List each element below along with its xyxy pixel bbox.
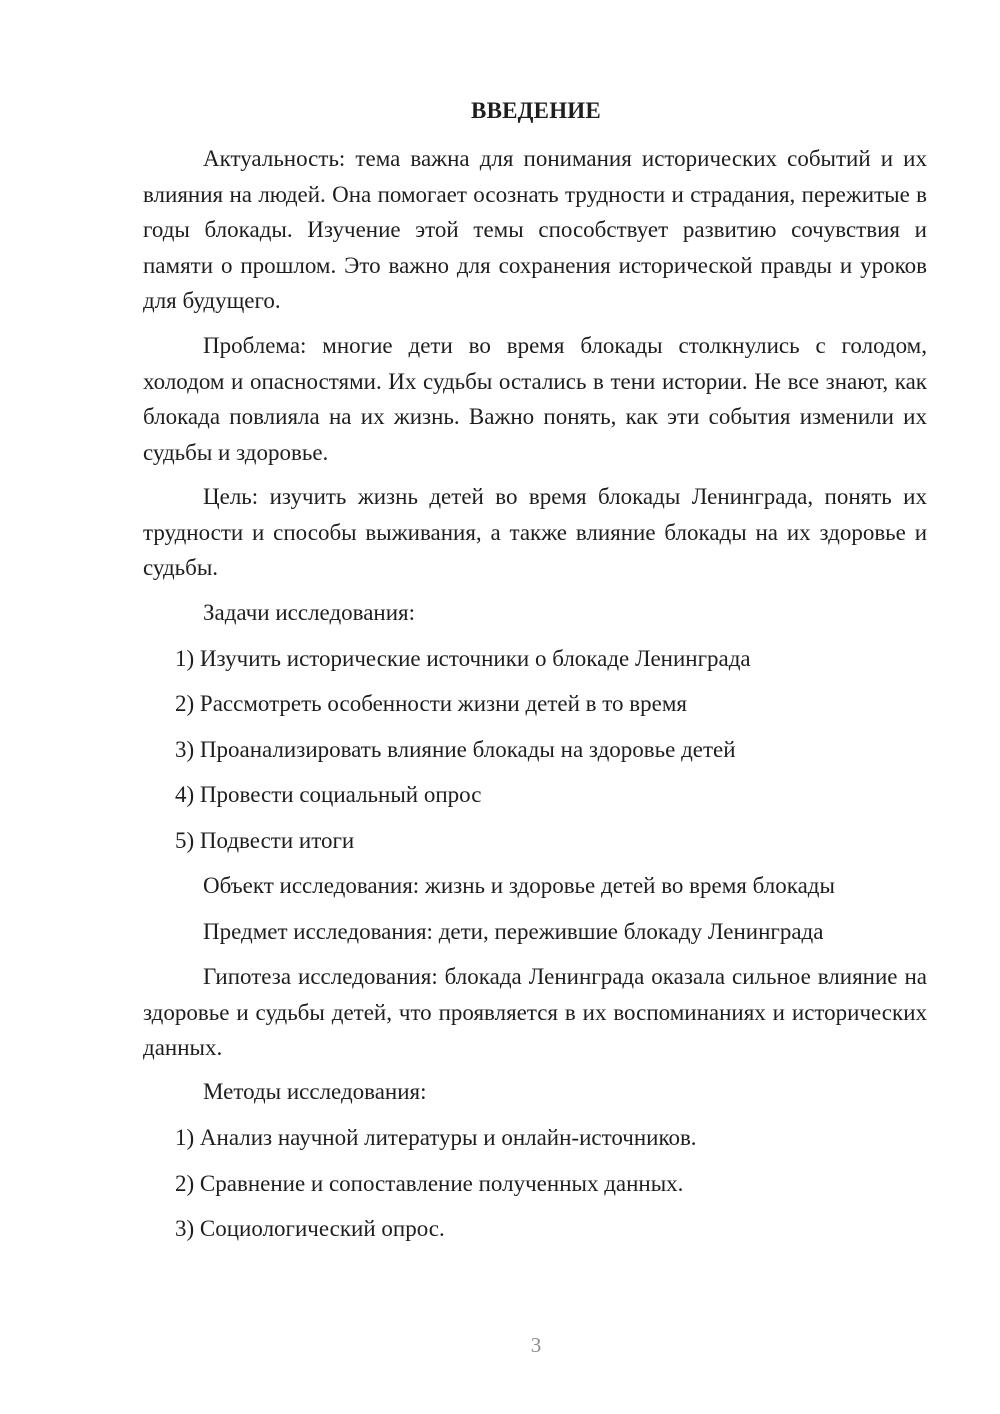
- page-number: 3: [530, 1333, 542, 1357]
- tasks-heading: Задачи исследования:: [203, 600, 416, 625]
- problem-paragraph: Проблема: многие дети во время блокады столкнулись с голодом, холодом и опасностями. Их судьбы остались в тени истории. Не все знают, как блокада повлияла на их жизнь. Важно понять, как эти события изменили их судьбы и здоровье.: [143, 333, 927, 465]
- list-item: 1) Анализ научной литературы и онлайн-источников.: [175, 1125, 697, 1150]
- object-line: Объект исследования: жизнь и здоровье детей во время блокады: [203, 873, 835, 898]
- list-item: 2) Сравнение и сопоставление полученных данных.: [175, 1171, 684, 1196]
- relevance-paragraph: Актуальность: тема важна для понимания исторических событий и их влияния на людей. Она помогает осознать трудности и страдания, пережитые в годы блокады. Изучение этой темы способствует развитию сочувствия и памяти о прошлом. Это важно для сохранения исторической правды и уроков для будущего.: [143, 146, 927, 313]
- list-item: 1) Изучить исторические источники о блокаде Ленинграда: [175, 646, 751, 671]
- list-item: 4) Провести социальный опрос: [175, 782, 482, 807]
- goal-paragraph: Цель: изучить жизнь детей во время блокады Ленинграда, понять их трудности и способы выживания, а также влияние блокады на их здоровье и судьбы.: [143, 484, 927, 580]
- list-item: 2) Рассмотреть особенности жизни детей в то время: [175, 691, 687, 716]
- subject-line: Предмет исследования: дети, пережившие блокаду Ленинграда: [203, 919, 824, 944]
- list-item: 3) Социологический опрос.: [175, 1216, 445, 1241]
- list-item: 3) Проанализировать влияние блокады на здоровье детей: [175, 737, 736, 762]
- list-item: 5) Подвести итоги: [175, 828, 355, 853]
- methods-heading: Методы исследования:: [203, 1079, 427, 1104]
- page-title: ВВЕДЕНИЕ: [471, 98, 601, 123]
- hypothesis-paragraph: Гипотеза исследования: блокада Ленинграда оказала сильное влияние на здоровье и судьбы детей, что проявляется в их воспоминаниях и исторических данных.: [143, 964, 927, 1060]
